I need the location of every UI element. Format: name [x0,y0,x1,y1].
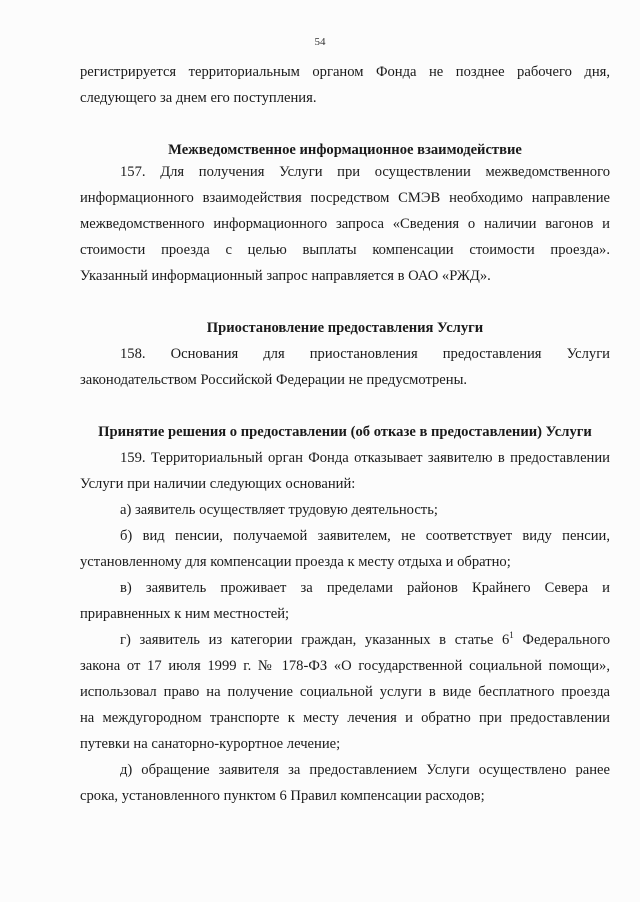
page-number: 54 [314,36,326,48]
paragraph-line: 159. Территориальный орган Фонда отказывает заявителю в предоставлении [120,450,610,466]
list-item-text: Федерального [513,632,611,648]
paragraph-line: регистрируется территориальным органом Фонда не позднее рабочего дня, [80,64,610,80]
paragraph-line: стоимости проезда с целью выплаты компенсации стоимости проезда». [80,242,610,258]
paragraph-line: Указанный информационный запрос направляется в ОАО «РЖД». [80,268,491,284]
section-heading: Принятие решения о предоставлении (об отказе в предоставлении) Услуги [98,424,592,440]
list-item-line: в) заявитель проживает за пределами районов Крайнего Севера и [120,580,610,596]
list-item-line [120,631,610,649]
list-item-line: а) заявитель осуществляет трудовую деятельность; [120,502,438,518]
paragraph-line: межведомственного информационного запроса «Сведения о наличии вагонов и [80,216,610,232]
list-item-line: установленному для компенсации проезда к месту отдыха и обратно; [80,554,511,570]
paragraph-line: следующего за днем его поступления. [80,90,317,106]
list-item-line: б) вид пенсии, получаемой заявителем, не соответствует виду пенсии, [120,528,610,544]
list-item-line: приравненных к ним местностей; [80,606,290,622]
list-item-line: д) обращение заявителя за предоставлением Услуги осуществлено ранее [120,762,610,778]
list-item-text: г) заявитель из категории граждан, указанных в статье 6 [120,632,510,648]
list-item-line: срока, установленного пунктом 6 Правил компенсации расходов; [80,788,485,804]
paragraph-line: информационного взаимодействия посредством СМЭВ необходимо направление [80,190,610,206]
paragraph-line: 157. Для получения Услуги при осуществлении межведомственного [120,164,610,180]
list-item-line: использовал право на получение социальной услуги в виде бесплатного проезда [80,684,610,700]
superscript: 1 [509,630,514,641]
paragraph-line: 158. Основания для приостановления предоставления Услуги [120,346,610,362]
list-item-line: закона от 17 июля 1999 г. № 178-ФЗ «О государственной социальной помощи», [80,658,610,674]
section-heading: Приостановление предоставления Услуги [206,320,484,336]
paragraph-line: законодательством Российской Федерации не предусмотрены. [80,372,468,388]
list-item-line: путевки на санаторно-курортное лечение; [80,736,341,752]
section-heading: Межведомственное информационное взаимодействие [168,142,522,158]
paragraph-line: Услуги при наличии следующих оснований: [80,476,356,492]
list-item-line: на междугородном транспорте к месту лечения и обратно при предоставлении [80,710,610,726]
